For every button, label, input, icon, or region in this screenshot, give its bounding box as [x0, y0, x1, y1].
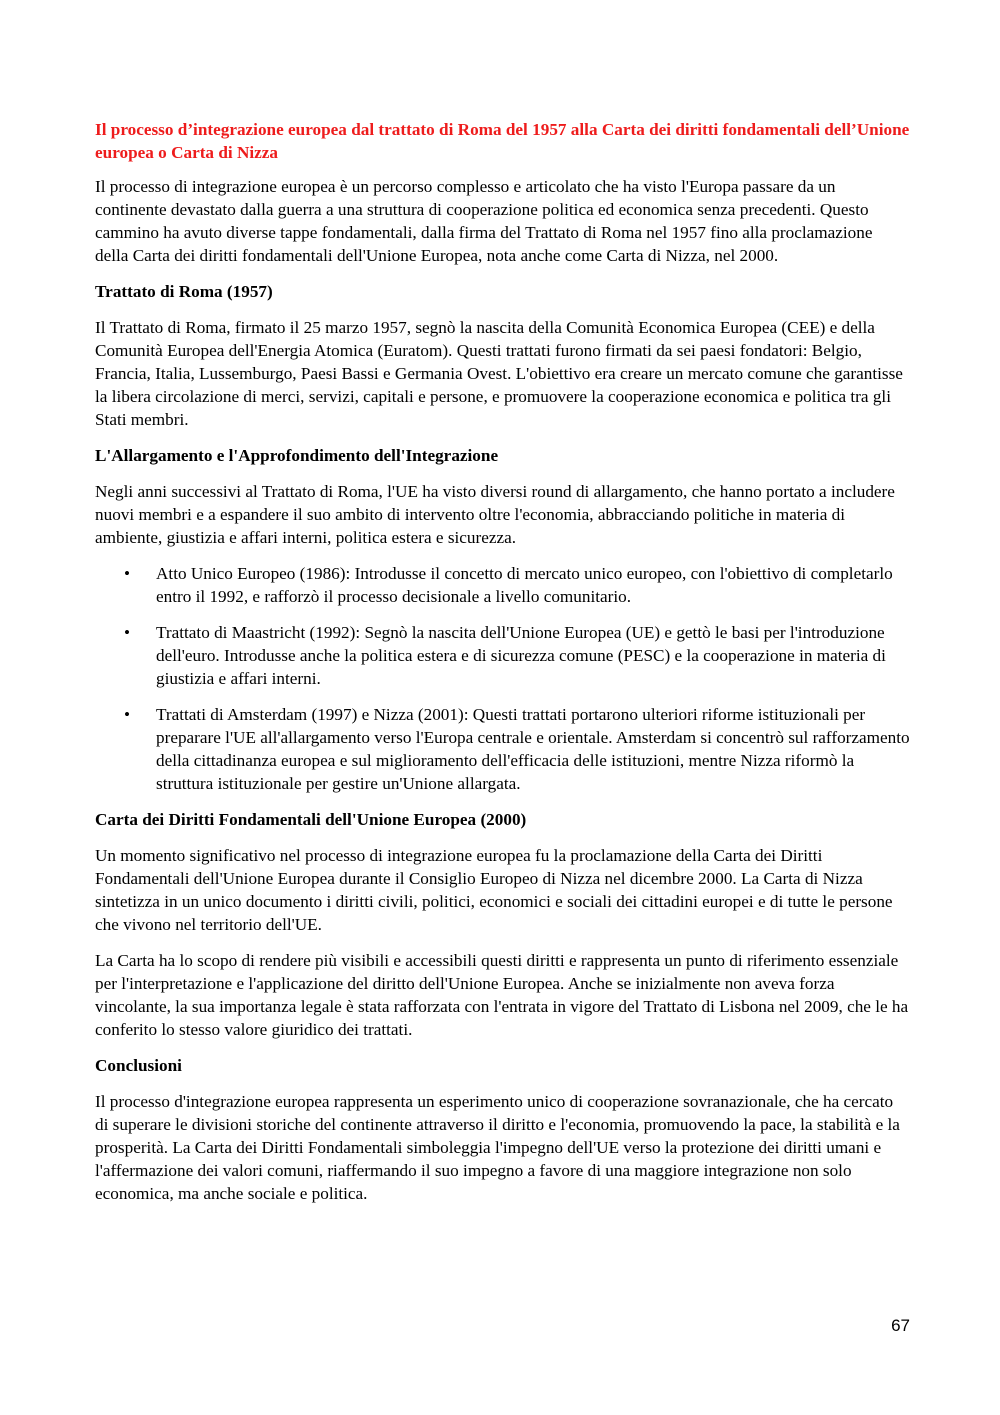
section-paragraph: La Carta ha lo scopo di rendere più visibili e accessibili questi diritti e rappresenta un punto di riferimento essenziale per l'interpretazione e l'applicazione del diritto dell'Unione Europea. Anche se inizialmente non aveva forza vincolante, la sua importanza legale è stata rafforzata con l'entrata in vigore del Trattato di Lisbona nel 2009, che le ha conferito lo stesso valore giuridico dei trattati. [95, 951, 909, 1039]
section-heading: Trattato di Roma (1957) [95, 282, 273, 301]
section-paragraph: Un momento significativo nel processo di integrazione europea fu la proclamazione della Carta dei Diritti Fondamentali dell'Unione Europea durante il Consiglio Europeo di Nizza nel dicembre 2000. La Carta di Nizza sintetizza in un unico documento i diritti civili, politici, economici e sociali dei cittadini europei e di tutte le persone che vivono nel territorio dell'UE. [95, 846, 893, 934]
section-paragraph: Il processo d'integrazione europea rappresenta un esperimento unico di cooperazione sovranazionale, che ha cercato di superare le divisioni storiche del continente attraverso il diritto e l'economia, promuovendo la pace, la stabilità e la prosperità. La Carta dei Diritti Fondamentali simboleggia l'impegno dell'UE verso la protezione dei diritti umani e l'affermazione dei valori comuni, riaffermando il suo impegno a favore di una maggiore integrazione non solo economica, ma anche sociale e politica. [95, 1092, 900, 1203]
bullet-list [95, 562, 910, 795]
list-item [95, 621, 910, 690]
page-number: 67 [891, 1316, 910, 1335]
section-allargamento [95, 444, 910, 795]
list-item [95, 562, 910, 608]
document-title: Il processo d’integrazione europea dal trattato di Roma del 1957 alla Carta dei diritti fondamentali dell’Unione europea o Carta di Nizza [95, 120, 910, 162]
section-paragraph: Il Trattato di Roma, firmato il 25 marzo 1957, segnò la nascita della Comunità Economica Europea (CEE) e della Comunità Europea dell'Energia Atomica (Euratom). Questi trattati furono firmati da sei paesi fondatori: Belgio, Francia, Italia, Lussemburgo, Paesi Bassi e Germania Ovest. L'obiettivo era creare un mercato comune che garantisse la libera circolazione di merci, servizi, capitali e persone, e promuovere la cooperazione economica e politica tra gli Stati membri. [95, 318, 903, 429]
list-item [95, 703, 910, 795]
list-item-text: Trattati di Amsterdam (1997) e Nizza (2001): Questi trattati portarono ulteriori riforme istituzionali per preparare l'UE all'allargamento verso l'Europa centrale e orientale. Amsterdam si concentrò sul rafforzamento della cittadinanza europea e sul miglioramento dell'efficacia delle istituzioni, mentre Nizza riformò la struttura istituzionale per gestire un'Unione allargata. [156, 705, 910, 793]
bullet-icon: • [124, 705, 131, 724]
section-heading: L'Allargamento e l'Approfondimento dell'Integrazione [95, 446, 499, 465]
section-trattato-di-roma [95, 280, 910, 431]
section-heading: Conclusioni [95, 1056, 182, 1075]
section-heading: Carta dei Diritti Fondamentali dell'Unione Europea (2000) [95, 810, 527, 829]
bullet-icon: • [124, 623, 131, 642]
list-item-text: Atto Unico Europeo (1986): Introdusse il concetto di mercato unico europeo, con l'obiettivo di completarlo entro il 1992, e rafforzò il processo decisionale a livello comunitario. [156, 564, 893, 606]
bullet-icon: • [124, 564, 131, 583]
section-paragraph: Negli anni successivi al Trattato di Roma, l'UE ha visto diversi round di allargamento, che hanno portato a includere nuovi membri e a espandere il suo ambito di intervento oltre l'economia, abbracciando politiche in materia di ambiente, giustizia e affari interni, politica estera e sicurezza. [95, 482, 895, 547]
intro-paragraph: Il processo di integrazione europea è un percorso complesso e articolato che ha visto l'Europa passare da un continente devastato dalla guerra a una struttura di cooperazione politica ed economica senza precedenti. Questo cammino ha avuto diverse tappe fondamentali, dalla firma del Trattato di Roma nel 1957 fino alla proclamazione della Carta dei diritti fondamentali dell'Unione Europea, nota anche come Carta di Nizza, nel 2000. [95, 177, 873, 265]
section-conclusioni [95, 1054, 910, 1205]
section-carta-dei-diritti [95, 808, 910, 1041]
list-item-text: Trattato di Maastricht (1992): Segnò la nascita dell'Unione Europea (UE) e gettò le basi per l'introduzione dell'euro. Introdusse anche la politica estera e di sicurezza comune (PESC) e la cooperazione in materia di giustizia e affari interni. [156, 623, 886, 688]
document-page [95, 118, 910, 1218]
